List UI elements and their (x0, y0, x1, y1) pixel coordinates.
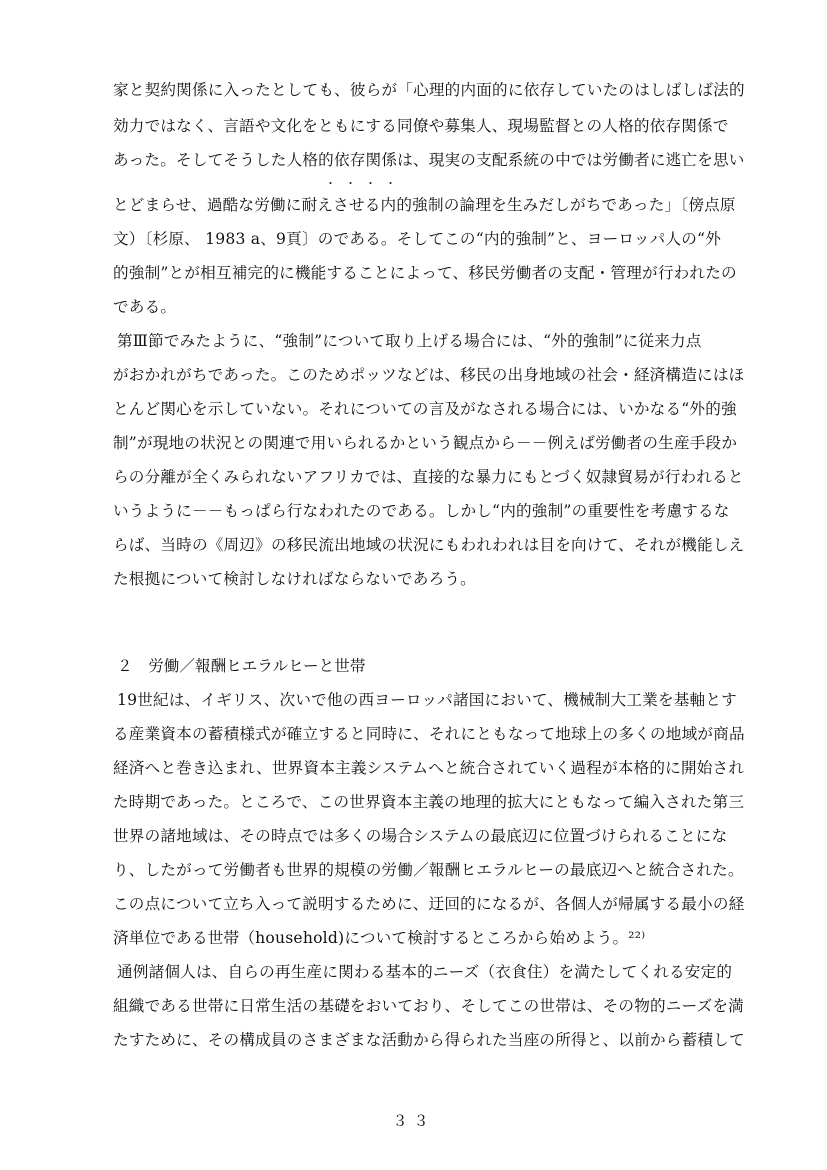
text-line: た時期であった。ところで、この世界資本主義の地理的拡大にともなって編入された第三 (113, 793, 745, 811)
text-line: 家と契約関係に入ったとしても、彼らが「心理的内面的に依存していたのはしばしば法的 (113, 81, 745, 99)
text-line: 制”が現地の状況との関連で用いられるかという観点から－－例えば労働者の生産手段か (113, 434, 738, 452)
emphasis-dots: ・・・・ (325, 177, 405, 190)
text-line: 効力ではなく、言語や文化をともにする同僚や募集人、現場監督との人格的依存関係で (113, 117, 729, 135)
text-line: らば、当時の《周辺》の移民流出地域の状況にもわれわれは目を向けて、それが機能しえ (113, 536, 745, 554)
text-line: がおかれがちであった。このためポッツなどは、移民の出身地域の社会・経済構造にはほ (113, 366, 745, 384)
text-line: 的強制”とが相互補完的に機能することによって、移民労働者の支配・管理が行われたの (113, 264, 737, 282)
text-line: あった。そしてそうした人格的依存関係は、現実の支配系統の中では労働者に逃亡を思い (113, 151, 745, 169)
text-line: 済単位である世帯（household)について検討するところから始めよう。²²⁾ (113, 929, 646, 947)
text-line: たすために、その構成員のさまざまな活動から得られた当座の所得と、以前から蓄積して (113, 1031, 745, 1049)
text-line: この点について立ち入って説明するために、迂回的になるが、各個人が帰属する最小の経 (113, 895, 745, 913)
text-line: 経済へと巻き込まれ、世界資本主義システムへと統合されていく過程が本格的に開始され (113, 759, 745, 777)
text-line: とんど関心を示していない。それについての言及がなされる場合には、いかなる“外的強 (113, 400, 737, 418)
page-number: ３３ (392, 1112, 435, 1130)
text-line: らの分離が全くみられないアフリカでは、直接的な暴力にもとづく奴隷貿易が行われると (113, 468, 744, 486)
section-heading: ２ 労働／報酬ヒエラルヒーと世帯 (117, 657, 366, 675)
text-line: た根拠について検討しなければならないであろう。 (113, 570, 476, 588)
text-line: る産業資本の蓄積様式が確立すると同時に、それにともなって地球上の多くの地域が商品 (113, 725, 745, 743)
text-line: いうように－－もっぱら行なわれたのである。しかし“内的強制”の重要性を考慮するな (113, 502, 730, 520)
text-line: 組織である世帯に日常生活の基礎をおいており、そしてこの世帯は、その物的ニーズを満 (113, 997, 744, 1015)
text-line: とどまらせ、過酷な労働に耐えさせる内的強制の論理を生みだしがちであった」〔傍点原 (113, 196, 736, 214)
text-line: 第Ⅲ節でみたように、“強制”について取り上げる場合には、“外的強制”に従来力点 (117, 332, 702, 350)
text-line: である。 (113, 298, 177, 316)
text-line: 19世紀は、イギリス、次いで他の西ヨーロッパ諸国において、機械制大工業を基軸とす (117, 691, 737, 709)
text-line: 通例諸個人は、自らの再生産に関わる基本的ニーズ（衣食住）を満たしてくれる安定的 (117, 963, 733, 981)
text-line: り、したがって労働者も世界的規模の労働／報酬ヒエラルヒーの最底辺へと統合された。 (113, 861, 744, 879)
text-line: 世界の諸地域は、その時点では多くの場合システムの最底辺に位置づけられることにな (113, 827, 728, 845)
text-line: 文）〔杉原、 1983 a、9頁〕のである。そしてこの“内的強制”と、ヨーロッパ人の“外 (113, 230, 722, 248)
